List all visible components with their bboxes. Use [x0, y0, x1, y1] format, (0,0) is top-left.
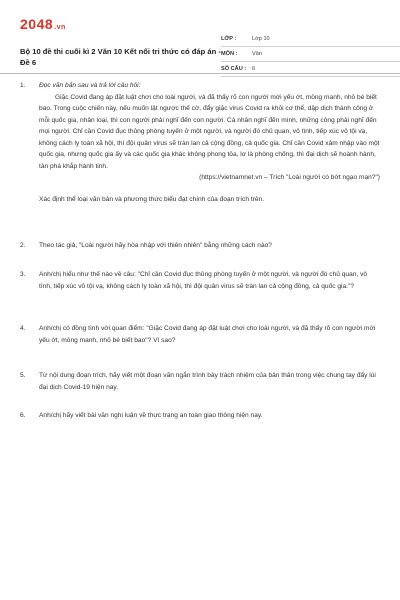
question-number: 1. — [20, 82, 26, 89]
question-number: 4. — [20, 325, 26, 332]
question-1 — [20, 80, 380, 205]
info-value: 6 — [252, 66, 256, 72]
question-3 — [20, 269, 380, 292]
question-text: Từ nội dung đoạn trích, hãy viết một đoạn văn ngắn trình bày trách nhiệm của bản thân trong việc chung tay đẩy lùi đại dịch Covid-19 hiện nay. — [39, 372, 376, 391]
info-table — [221, 32, 400, 77]
passage-source: (https://vietnamnet.vn – Trích "Loài người có bớt ngạo mạn?") — [199, 174, 380, 181]
header-divider — [0, 73, 400, 74]
document-title: Bộ 10 đề thi cuối kì 2 Văn 10 Kết nối tri thức có đáp án - Đề 6 — [20, 47, 221, 67]
reading-passage: Giặc Covid đang áp đặt luật chơi cho loài người, và đã thấy rõ con người mới yếu ớt, mỏng manh, nhỏ bé biết bao. Trong cuộc chiến này, nếu muốn lật ngược thế cờ, đẩy giặc virus Covid ra khỏi cơ thể, dập dịch thành công ở mỗi quốc gia, nhân loại, thì con người phải nghĩ đến con người. Cá nhân nghĩ đến mình, những công phải nghĩ đến mọi người. Chỉ cần Covid đục thủng phòng tuyến ở một người, và người đó chủ quan, vô tình, tiếp xúc vô tội vạ, không cách ly toàn xã hội, thì đội quân virus sẽ tràn lan cả cộng đồng, cả quốc gia. Chỉ cần Covid xâm nhập vào một quốc gia, nhưng quốc gia ấy và các quốc gia khác không phong tỏa, lơ là phòng chống, thì đại dịch sẽ hoành hành, tàn phá khắp hành tinh. — [39, 93, 380, 170]
info-label: SỐ CÂU : — [221, 66, 247, 72]
logo-text: 2048 — [20, 16, 54, 32]
question-6 — [20, 410, 380, 422]
info-value: Văn — [252, 51, 262, 57]
info-row-count — [221, 62, 400, 77]
question-text: Anh/chị hiểu như thế nào về câu: "Chỉ cần Covid đục thủng phòng tuyến ở một người, và người đó chủ quan, vô tình, tiếp xúc vô tội vạ, không cách ly toàn xã hội, thì đội quân virus sẽ tràn lan cả cộng đồng, cả quốc gia."? — [39, 271, 368, 290]
question-number: 6. — [20, 412, 26, 419]
info-row-subject — [221, 47, 400, 62]
question-2 — [20, 240, 380, 252]
info-row-class — [221, 32, 400, 47]
question-4 — [20, 323, 380, 346]
question-text: Xác định thể loại văn bản và phương thức biểu đạt chính của đoạn trích trên. — [39, 195, 265, 203]
site-logo[interactable] — [20, 16, 66, 32]
info-value: Lớp 10 — [252, 36, 270, 42]
info-label: MÔN : — [221, 51, 238, 57]
question-number: 3. — [20, 271, 26, 278]
question-text: Anh/chị có đồng tình với quan điểm: "Giặc Covid đang áp đặt luật chơi cho loài người, và đã thấy rõ con người mới yếu ớt, mỏng manh, nhỏ bé biết bao"? Vì sao? — [39, 325, 376, 344]
question-text: Anh/chị hãy viết bài văn nghị luận về thực trạng an toàn giao thông hiện nay. — [39, 412, 263, 419]
question-text: Theo tác giả, "Loài người hãy hòa nhập với thiên nhiên" bằng những cách nào? — [39, 242, 272, 249]
question-number: 5. — [20, 372, 26, 379]
info-label: LỚP : — [221, 36, 237, 42]
logo-tld: .vn — [54, 24, 66, 31]
question-5 — [20, 370, 380, 393]
question-intro: Đọc văn bản sau và trả lời câu hỏi: — [39, 82, 141, 89]
question-number: 2. — [20, 242, 26, 249]
